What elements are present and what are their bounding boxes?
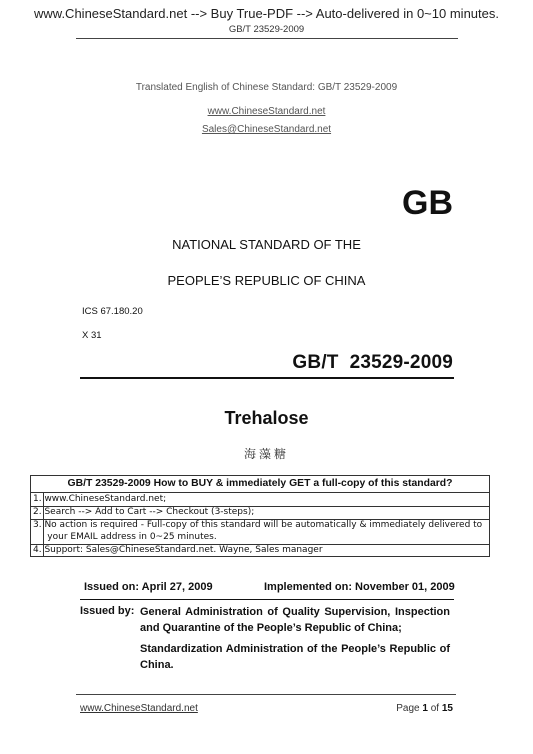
x-code: X 31 — [82, 330, 102, 341]
header-banner: www.ChineseStandard.net --> Buy True-PDF --> Auto-delivered in 0~10 minutes. — [34, 6, 499, 21]
purchase-step-2: 2. Search --> Add to Cart --> Checkout (3-steps); — [33, 507, 255, 517]
page-of: of — [427, 703, 442, 714]
header-divider — [76, 38, 458, 39]
ics-code: ICS 67.180.20 — [82, 306, 143, 317]
issuer-sac: Standardization Administration of the People’s Republic of China. — [140, 643, 450, 671]
issuer-aqsiq: General Administration of Quality Supervision, Inspection and Quarantine of the People’s Republic of China; — [140, 606, 450, 634]
purchase-step-1[interactable]: 1. www.ChineseStandard.net; — [33, 494, 167, 504]
purchase-box — [30, 475, 490, 557]
standard-number: GB/T 23529-2009 — [292, 352, 453, 373]
header-docnum: GB/T 23529-2009 — [228, 24, 305, 35]
page-current: 1 — [422, 703, 428, 714]
dates-rule — [80, 599, 454, 600]
page-prefix: Page — [396, 703, 423, 714]
issued-by-label: Issued by: — [80, 605, 135, 617]
chinese-title: 海藻糖 — [243, 447, 289, 461]
title-rule — [80, 377, 454, 379]
implemented-on-date: Implemented on: November 01, 2009 — [264, 581, 455, 593]
translated-note: Translated English of Chinese Standard: GB/T 23529-2009 — [135, 82, 398, 93]
gb-logo: GB — [402, 184, 453, 222]
purchase-step-3: 3. No action is required - Full-copy of this standard will be automatically & immediately delivered to — [33, 520, 483, 530]
box-divider — [31, 492, 490, 493]
page-total: 15 — [441, 703, 453, 714]
website-link[interactable]: www.ChineseStandard.net — [207, 106, 326, 117]
email-link[interactable]: Sales@ChineseStandard.net — [201, 124, 332, 135]
footer-divider — [76, 694, 456, 695]
page-indicator — [396, 703, 453, 714]
footer-website-link[interactable]: www.ChineseStandard.net — [80, 703, 198, 714]
purchase-step-3-cont: your EMAIL address in 0~25 minutes. — [33, 532, 217, 542]
national-standard-line1: NATIONAL STANDARD OF THE — [172, 237, 361, 252]
document-title: Trehalose — [224, 408, 309, 428]
issued-on-date: Issued on: April 27, 2009 — [84, 581, 213, 593]
purchase-box-heading: GB/T 23529-2009 How to BUY & immediately GET a full-copy of this standard? — [67, 478, 453, 489]
purchase-step-4: 4. Support: Sales@ChineseStandard.net. Wayne, Sales manager — [33, 545, 323, 555]
national-standard-line2: PEOPLE’S REPUBLIC OF CHINA — [167, 273, 366, 288]
